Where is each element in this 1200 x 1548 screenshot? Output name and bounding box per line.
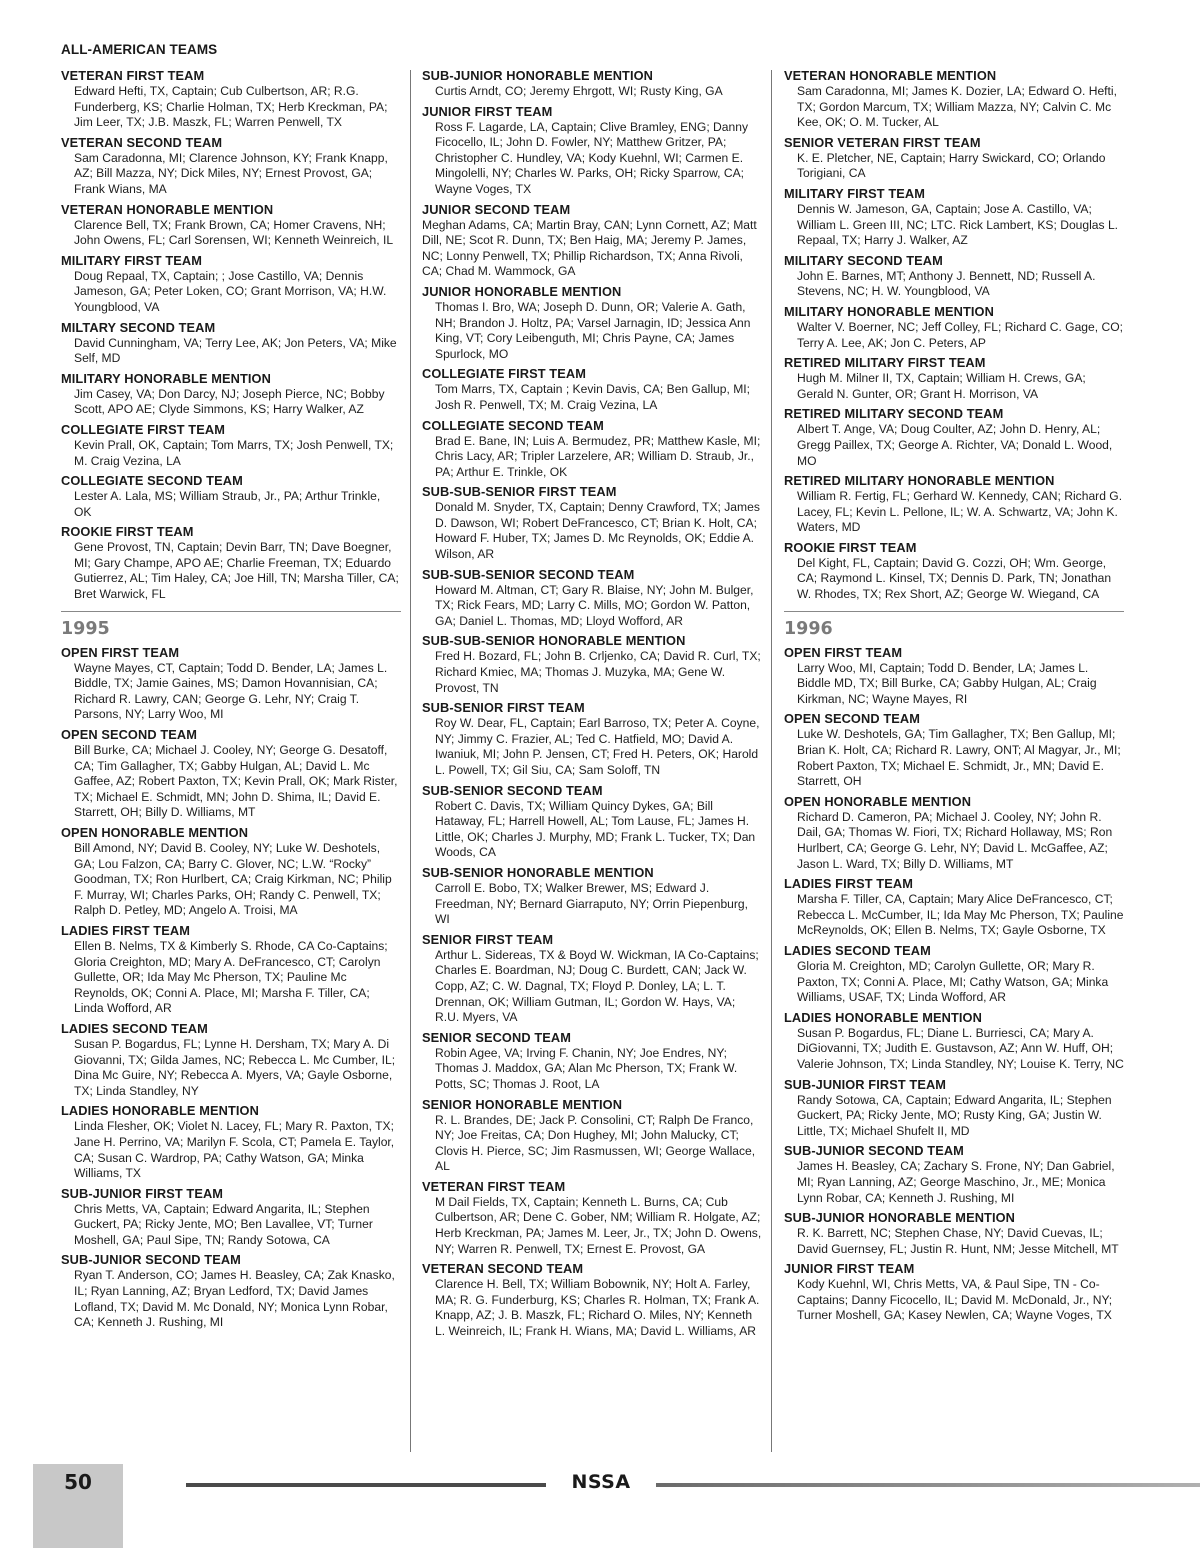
section-heading: RETIRED MILITARY FIRST TEAM bbox=[784, 355, 986, 371]
team-section bbox=[784, 540, 1124, 603]
section-heading: LADIES FIRST TEAM bbox=[784, 876, 913, 892]
team-section bbox=[784, 711, 1124, 789]
section-heading: SUB-SENIOR FIRST TEAM bbox=[422, 700, 585, 716]
section-heading: ROOKIE FIRST TEAM bbox=[61, 524, 194, 540]
section-members: Luke W. Deshotels, GA; Tim Gallagher, TX; Ben Gallup, MI; Brian K. Holt, CA; Richard R. Lawry, ONT; Al Magyar, Jr., MI; Robert Paxton, TX; Michael E. Schmidt, Jr., MN; David E. Starrett, OH bbox=[797, 727, 1121, 789]
section-members: M Dail Fields, TX, Captain; Kenneth L. Burns, CA; Cub Culbertson, AR; Dene C. Gober, NM; William R. Holgate, AZ; Herb Kreckman, PA; James M. Leer, Jr., TX; John D. Owens, NY; Warren R. Penwell, TX; Ernest E. Provost, GA bbox=[435, 1194, 762, 1256]
team-section bbox=[784, 1143, 1124, 1206]
section-heading: SUB-JUNIOR HONORABLE MENTION bbox=[784, 1210, 1016, 1226]
section-heading: LADIES FIRST TEAM bbox=[61, 922, 190, 938]
section-members: Brad E. Bane, IN; Luis A. Bermudez, PR; Matthew Kasle, MI; Chris Lacy, AR; Tripler Larzelere, AR; William D. Straub, Jr., PA; Arthur E. Trinkle, OK bbox=[435, 433, 761, 479]
section-list bbox=[61, 68, 401, 603]
column-divider bbox=[410, 70, 411, 1452]
team-section bbox=[61, 645, 401, 723]
section-heading: SUB-SENIOR HONORABLE MENTION bbox=[422, 864, 654, 880]
year-heading: 1995 bbox=[61, 618, 110, 639]
section-members: Howard M. Altman, CT; Gary R. Blaise, NY; John M. Bulger, TX; Rick Fears, MD; Larry C. Mills, MO; Gordon W. Patton, GA; Daniel L. Thomas, MD; Lloyd Wofford, AR bbox=[435, 582, 754, 628]
team-section bbox=[784, 135, 1124, 182]
team-section bbox=[784, 253, 1124, 300]
section-heading: LADIES HONORABLE MENTION bbox=[784, 1009, 982, 1025]
section-members: R. L. Brandes, DE; Jack P. Consolini, CT; Ralph De Franco, NY; Joe Freitas, CA; Don Hughey, MI; John Malucky, CT; Clovis H. Pierce, SC; Jim Rasmussen, WI; George Wallace, AL bbox=[435, 1112, 756, 1174]
section-heading: JUNIOR FIRST TEAM bbox=[784, 1261, 915, 1277]
section-heading: OPEN HONORABLE MENTION bbox=[784, 793, 972, 809]
section-heading: COLLEGIATE FIRST TEAM bbox=[422, 366, 586, 382]
section-members: Meghan Adams, CA; Martin Bray, CAN; Lynn Cornett, AZ; Matt Dill, NE; Scot R. Dunn, TX; Ben Haig, MA; Jeremy P. James, NC; Lonny Penwell, TX; Phillip Richardson, TX; Anna Rivoli, CA; Chad M. Wammock, GA bbox=[422, 217, 757, 279]
section-members: Richard D. Cameron, PA; Michael J. Cooley, NY; John R. Dail, GA; Thomas W. Fiori, TX; Richard Hollaway, MS; Ron Hurlbert, CA; George G. Lehr, NY; David L. McGaffee, AZ; Jason L. Ward, TX; Billy D. Williams, MT bbox=[797, 809, 1113, 871]
section-members: Kevin Prall, OK, Captain; Tom Marrs, TX; Josh Penwell, TX; M. Craig Vezina, LA bbox=[74, 437, 394, 468]
team-section bbox=[784, 304, 1124, 351]
footer-rule-left bbox=[186, 1483, 546, 1487]
team-section bbox=[784, 1077, 1124, 1140]
section-members: Ryan T. Anderson, CO; James H. Beasley, CA; Zak Knasko, IL; Ryan Lanning, AZ; Bryan Ledford, TX; David James Lofland, TX; David M. Mc Donald, NY; Monica Lynn Robar, CA; Kenneth J. Rushing, MI bbox=[74, 1268, 395, 1330]
section-members: John E. Barnes, MT; Anthony J. Bennett, ND; Russell A. Stevens, NC; H. W. Youngblood, VA bbox=[797, 268, 1096, 299]
team-section bbox=[422, 366, 762, 413]
section-heading: JUNIOR HONORABLE MENTION bbox=[422, 283, 622, 299]
section-members: Susan P. Bogardus, FL; Lynne H. Dersham, TX; Mary A. Di Giovanni, TX; Gilda James, NC; Rebecca L. Mc Cumber, IL; Dina Mc Guire, NY; Rebecca A. Myers, VA; Gayle Osborne, TX; Linda Standley, NY bbox=[74, 1036, 396, 1098]
section-members: Ellen B. Nelms, TX & Kimberly S. Rhode, CA Co-Captains; Gloria Creighton, MD; Mary A. DeFrancesco, CT; Carolyn Gullette, OR; Ida May Mc Pherson, TX; Pauline Mc Reynolds, OK; Conni A. Place, MI; Marsha F. Tiller, CA; Linda Wofford, AR bbox=[74, 938, 388, 1016]
section-members: Doug Repaal, TX, Captain; ; Jose Castillo, VA; Dennis Jameson, GA; Peter Loken, CO; Grant Morrison, VA; H.W. Youngblood, VA bbox=[74, 268, 387, 314]
section-heading: LADIES SECOND TEAM bbox=[784, 942, 931, 958]
team-section bbox=[61, 923, 401, 1017]
year-block-1995 bbox=[61, 611, 401, 1331]
section-heading: COLLEGIATE SECOND TEAM bbox=[61, 473, 243, 489]
section-heading: VETERAN SECOND TEAM bbox=[61, 134, 223, 150]
footer-rule-right bbox=[656, 1483, 1200, 1487]
section-members: Clarence Bell, TX; Frank Brown, CA; Homer Cravens, NH; John Owens, FL; Carl Sorensen, WI; Kenneth Weinreich, IL bbox=[74, 217, 394, 248]
section-heading: OPEN SECOND TEAM bbox=[784, 711, 920, 727]
team-section bbox=[422, 932, 762, 1026]
team-section bbox=[61, 371, 401, 418]
section-heading: JUNIOR FIRST TEAM bbox=[422, 103, 553, 119]
team-section bbox=[784, 794, 1124, 872]
section-heading: VETERAN FIRST TEAM bbox=[422, 1178, 566, 1194]
section-heading: SENIOR VETERAN FIRST TEAM bbox=[784, 134, 981, 150]
team-section bbox=[422, 633, 762, 696]
team-section bbox=[784, 355, 1124, 402]
team-section bbox=[61, 727, 401, 821]
team-section bbox=[422, 1097, 762, 1175]
section-members: Bill Burke, CA; Michael J. Cooley, NY; George G. Desatoff, CA; Tim Gallagher, TX; Gabby Hulgan, AL; David L. Mc Gaffee, AZ; Robert Paxton, TX; Kevin Prall, OK; Mark Rister, TX; Michael E. Schmidt, MN; John D. Shima, IL; David E. Starrett, OH; Billy D. Williams, MT bbox=[74, 743, 398, 820]
section-heading: VETERAN SECOND TEAM bbox=[422, 1261, 584, 1277]
team-section bbox=[61, 825, 401, 919]
section-members: Susan P. Bogardus, FL; Diane L. Burriesci, CA; Mary A. DiGiovanni, TX; Judith E. Gustavson, AZ; Ann W. Huff, OH; Valerie Johnson, TX; Linda Standley, NY; Louise K. Terry, NC bbox=[797, 1025, 1124, 1071]
section-members: Dennis W. Jameson, GA, Captain; Jose A. Castillo, VA; William L. Green III, NC; LTC. Rick Lambert, KS; Douglas L. Repaal, TX; Harry J. Walker, AZ bbox=[797, 201, 1119, 248]
page-number: 50 bbox=[64, 1470, 92, 1494]
section-members: William R. Fertig, FL; Gerhard W. Kennedy, CAN; Richard G. Lacey, FL; Kevin L. Pellone, IL; W. A. Schwartz, VA; John K. Waters, MD bbox=[797, 489, 1123, 535]
section-members: Arthur L. Sidereas, TX & Boyd W. Wickman, IA Co-Captains; Charles E. Boardman, NJ; Doug C. Burdett, CAN; Jack W. Copp, AZ; C. W. Dagnal, TX; Floyd P. Donley, LA; L. T. Drennan, OK; William Gutman, IL; Gordon W. Hays, VA; R.U. Myers, VA bbox=[435, 947, 759, 1025]
team-section bbox=[422, 284, 762, 362]
team-section bbox=[422, 484, 762, 562]
team-section bbox=[61, 473, 401, 520]
section-members: Roy W. Dear, FL, Captain; Earl Barroso, TX; Peter A. Coyne, NY; Jimmy C. Frazier, AL; Ted C. Hatfield, MO; David A. Iwaniuk, MI; John P. Jensen, CT; Fred H. Peters, OK; Harold L. Powell, TX; Gil Siu, CA; Sam Soloff, TN bbox=[435, 716, 760, 777]
section-members: Bill Amond, NY; David B. Cooley, NY; Luke W. Deshotels, GA; Lou Falzon, CA; Barry C. Glover, NC; L.W. “Rocky” Goodman, TX; Ron Hurlbert, CA; Craig Kirkman, NC; Philip F. Murray, WI; Charles Parks, OH; Randy C. Penwell, TX; Ralph D. Petley, MD; Angelo A. Troisi, MA bbox=[74, 841, 392, 918]
team-section bbox=[61, 422, 401, 469]
section-members: James H. Beasley, CA; Zachary S. Frone, NY; Dan Gabriel, MI; Ryan Lanning, AZ; George Maschino, Jr., ME; Monica Lynn Robar, CA; Kenneth J. Rushing, MI bbox=[797, 1159, 1115, 1205]
section-heading: SENIOR SECOND TEAM bbox=[422, 1029, 571, 1045]
section-members: Gloria M. Creighton, MD; Carolyn Gullette, OR; Mary R. Paxton, TX; Conni A. Place, MI; Cathy Watson, GA; Minka Williams, USAF, TX; Linda Wofford, AR bbox=[797, 958, 1109, 1005]
section-heading: LADIES HONORABLE MENTION bbox=[61, 1103, 259, 1119]
year-section-list bbox=[61, 645, 401, 1331]
section-members: R. K. Barrett, NC; Stephen Chase, NY; David Cuevas, IL; David Guernsey, FL; Justin R. Hunt, NM; Jesse Mitchell, MT bbox=[797, 1226, 1119, 1256]
team-section bbox=[422, 202, 762, 280]
section-heading: OPEN SECOND TEAM bbox=[61, 727, 197, 743]
year-block-1996 bbox=[784, 611, 1124, 1324]
team-section bbox=[422, 68, 762, 100]
section-members: Sam Caradonna, MI; James K. Dozier, LA; Edward O. Hefti, TX; Gordon Marcum, TX; William Mazza, NY; Calvin C. Mc Kee, OK; O. M. Tucker, AL bbox=[797, 84, 1117, 130]
section-list bbox=[422, 68, 762, 1340]
team-section bbox=[784, 473, 1124, 536]
section-members: Albert T. Ange, VA; Doug Coulter, AZ; John D. Henry, AL; Gregg Paillex, TX; George A. Richter, VA; Donald L. Wood, MO bbox=[797, 422, 1113, 468]
section-members: Wayne Mayes, CT, Captain; Todd D. Bender, LA; James L. Biddle, TX; Jamie Gaines, MS; Damon Hovannisian, CA; Richard R. Lawry, CAN; George G. Lehr, NY; Craig T. Parsons, NY; Larry Woo, MI bbox=[74, 660, 388, 722]
section-members: Sam Caradonna, MI; Clarence Johnson, KY; Frank Knapp, AZ; Bill Mazza, NY; Dick Miles, NY; Ernest Provost, GA; Frank Wians, MA bbox=[74, 150, 388, 196]
section-members: Donald M. Snyder, TX, Captain; Denny Crawford, TX; James D. Dawson, WI; Robert DeFrancesco, CT; Brian K. Holt, CA; Howard F. Huber, TX; James D. Mc Reynolds, OK; Eddie A. Wilson, AR bbox=[435, 500, 760, 562]
team-section bbox=[61, 1186, 401, 1249]
section-heading: COLLEGIATE FIRST TEAM bbox=[61, 421, 225, 437]
section-members: Carroll E. Bobo, TX; Walker Brewer, MS; Edward J. Freedman, NY; Bernard Giarraputo, NY; Orrin Piepenburg, WI bbox=[435, 880, 749, 927]
column-divider bbox=[771, 70, 772, 1452]
section-heading: SUB-SENIOR SECOND TEAM bbox=[422, 782, 603, 798]
section-heading: RETIRED MILITARY SECOND TEAM bbox=[784, 406, 1004, 422]
team-section bbox=[61, 202, 401, 249]
section-heading: SUB-JUNIOR FIRST TEAM bbox=[784, 1076, 947, 1092]
section-heading: SUB-JUNIOR SECOND TEAM bbox=[784, 1143, 964, 1159]
team-section bbox=[784, 406, 1124, 469]
section-members: Ross F. Lagarde, LA, Captain; Clive Bramley, ENG; Danny Ficocello, IL; John D. Fowler, NY; Matthew Gritzer, PA; Christopher C. Hundley, VA; Kody Kuehnl, WI; Carmen E. Mingolelli, NY; Charles W. Parks, OH; Ricky Sparrow, CA; Wayne Voges, TX bbox=[435, 119, 749, 196]
team-section bbox=[784, 876, 1124, 939]
footer-brand: NSSA bbox=[571, 1471, 631, 1493]
section-members: Clarence H. Bell, TX; William Bobownik, NY; Holt A. Farley, MA; R. G. Funderburg, KS; Charles R. Holman, TX; Frank A. Knapp, AZ; J. B. Maszk, FL; Richard O. Miles, NY; Kenneth L. Weinreich, IL; Frank H. Wians, MA; David L. Williams, AR bbox=[435, 1277, 760, 1339]
section-heading: MILITARY HONORABLE MENTION bbox=[61, 370, 271, 386]
section-heading: MILITARY FIRST TEAM bbox=[784, 185, 925, 201]
section-members: Thomas I. Bro, WA; Joseph D. Dunn, OR; Valerie A. Gath, NH; Brandon J. Holtz, PA; Varsel Jarnagin, ID; Jessica Ann King, VT; Cory Leibenguth, MI; Chris Payne, CA; James Spurlock, MO bbox=[435, 299, 751, 361]
section-heading: MILTARY SECOND TEAM bbox=[61, 319, 216, 335]
section-heading: MILITARY SECOND TEAM bbox=[784, 252, 943, 268]
section-members: Gene Provost, TN, Captain; Devin Barr, TN; Dave Boegner, MI; Gary Champe, APO AE; Charlie Freeman, TX; Eduardo Gutierrez, AL; Tim Haley, CA; Joe Hill, TN; Marsha Tiller, CA; Bret Warwick, FL bbox=[74, 540, 399, 602]
team-section bbox=[61, 524, 401, 602]
team-section bbox=[784, 68, 1124, 131]
team-section bbox=[422, 1030, 762, 1093]
section-heading: SUB-JUNIOR SECOND TEAM bbox=[61, 1252, 241, 1268]
year-section-list bbox=[784, 645, 1124, 1324]
section-members: Jim Casey, VA; Don Darcy, NJ; Joseph Pierce, NC; Bobby Scott, APO AE; Clyde Simmons, KS; Harry Walker, AZ bbox=[74, 386, 385, 417]
section-members: Kody Kuehnl, WI, Chris Metts, VA, & Paul Sipe, TN - Co-Captains; Danny Ficocello, IL; David M. McDonald, Jr., NY; Turner Moshell, GA; Kasey Newlen, CA; Wayne Voges, TX bbox=[797, 1277, 1113, 1323]
section-members: Walter V. Boerner, NC; Jeff Colley, FL; Richard C. Gage, CO; Terry A. Lee, AK; Jon C. Peters, AP bbox=[797, 319, 1123, 350]
team-section bbox=[61, 253, 401, 316]
section-heading: COLLEGIATE SECOND TEAM bbox=[422, 417, 604, 433]
section-heading: MILITARY HONORABLE MENTION bbox=[784, 303, 994, 319]
section-members: Linda Flesher, OK; Violet N. Lacey, FL; Mary R. Paxton, TX; Jane H. Perrino, VA; Marilyn F. Scola, CT; Pamela E. Taylor, CA; Susan C. Wardrop, PA; Cathy Watson, GA; Minka Williams, TX bbox=[74, 1119, 395, 1181]
section-heading: RETIRED MILITARY HONORABLE MENTION bbox=[784, 473, 1055, 489]
team-section bbox=[61, 1021, 401, 1099]
team-section bbox=[784, 1261, 1124, 1324]
team-section bbox=[422, 783, 762, 861]
section-list bbox=[784, 68, 1124, 603]
year-heading: 1996 bbox=[784, 618, 833, 639]
team-section bbox=[784, 645, 1124, 708]
section-members: Edward Hefti, TX, Captain; Cub Culbertson, AR; R.G. Funderberg, KS; Charlie Holman, TX; Herb Kreckman, PA; Jim Leer, TX; J.B. Maszk, FL; Warren Penwell, TX bbox=[74, 84, 388, 130]
section-heading: SUB-JUNIOR FIRST TEAM bbox=[61, 1185, 224, 1201]
section-members: Robin Agee, VA; Irving F. Chanin, NY; Joe Endres, NY; Thomas J. Maddox, GA; Alan Mc Pherson, TX; Frank W. Potts, SC; Thomas J. Root, LA bbox=[435, 1045, 738, 1091]
team-section bbox=[422, 865, 762, 928]
section-heading: OPEN FIRST TEAM bbox=[61, 644, 180, 660]
page-title: ALL-AMERICAN TEAMS bbox=[61, 42, 218, 57]
section-members: Larry Woo, MI, Captain; Todd D. Bender, LA; James L. Biddle MD, TX; Bill Burke, CA; Gabby Hulgan, AL; Craig Kirkman, NC; Wayne Mayes, RI bbox=[797, 660, 1097, 706]
section-heading: SENIOR HONORABLE MENTION bbox=[422, 1096, 623, 1112]
team-section bbox=[61, 320, 401, 367]
section-members: Marsha F. Tiller, CA, Captain; Mary Alice DeFrancesco, CT; Rebecca L. McCumber, IL; Ida May Mc Pherson, TX; Pauline McReynolds, OK; Ellen B. Nelms, TX; Gayle Osborne, TX bbox=[797, 892, 1124, 938]
team-section bbox=[784, 1210, 1124, 1257]
team-section bbox=[784, 943, 1124, 1006]
team-section bbox=[422, 104, 762, 198]
section-members: K. E. Pletcher, NE, Captain; Harry Swickard, CO; Orlando Torigiani, CA bbox=[797, 150, 1106, 181]
team-section bbox=[422, 700, 762, 778]
section-heading: LADIES SECOND TEAM bbox=[61, 1020, 208, 1036]
section-members: Del Kight, FL, Captain; David G. Cozzi, OH; Wm. George, CA; Raymond L. Kinsel, TX; Dennis D. Park, TN; Jonathan W. Rhodes, TX; Rex Short, AZ; George W. Wiegand, CA bbox=[797, 555, 1112, 602]
section-heading: VETERAN HONORABLE MENTION bbox=[61, 201, 274, 217]
section-members: Tom Marrs, TX, Captain ; Kevin Davis, CA; Ben Gallup, MI; Josh R. Penwell, TX; M. Craig Vezina, LA bbox=[435, 382, 750, 412]
section-heading: MILITARY FIRST TEAM bbox=[61, 252, 202, 268]
column-2 bbox=[422, 68, 762, 1344]
section-heading: SUB-SUB-SENIOR FIRST TEAM bbox=[422, 484, 617, 500]
section-heading: SENIOR FIRST TEAM bbox=[422, 931, 554, 947]
section-heading: SUB-SUB-SENIOR SECOND TEAM bbox=[422, 566, 635, 582]
section-heading: VETERAN FIRST TEAM bbox=[61, 68, 205, 83]
section-members: Robert C. Davis, TX; William Quincy Dykes, GA; Bill Hataway, FL; Harrell Howell, AL; Tom Lause, FL; James H. Little, OK; Charles J. Murphy, MD; Frank L. Tucker, TX; Dan Woods, CA bbox=[435, 798, 756, 860]
team-section bbox=[784, 186, 1124, 249]
team-section bbox=[61, 1103, 401, 1181]
team-section bbox=[422, 418, 762, 481]
section-heading: OPEN FIRST TEAM bbox=[784, 644, 903, 660]
team-section bbox=[422, 1179, 762, 1257]
column-1 bbox=[61, 68, 401, 1335]
section-members: David Cunningham, VA; Terry Lee, AK; Jon Peters, VA; Mike Self, MD bbox=[74, 335, 397, 366]
section-members: Fred H. Bozard, FL; John B. Crljenko, CA; David R. Curl, TX; Richard Kmiec, MA; Thomas J. Muzyka, MA; Gene W. Provost, TN bbox=[435, 649, 761, 695]
team-section bbox=[61, 1252, 401, 1330]
column-3 bbox=[784, 68, 1124, 1328]
section-members: Hugh M. Milner II, TX, Captain; William H. Crews, GA; Gerald N. Gunter, OR; Grant H. Morrison, VA bbox=[797, 371, 1086, 401]
section-heading: ROOKIE FIRST TEAM bbox=[784, 539, 917, 555]
section-heading: SUB-SUB-SENIOR HONORABLE MENTION bbox=[422, 633, 686, 649]
section-members: Chris Metts, VA, Captain; Edward Angarita, IL; Stephen Guckert, PA; Ricky Jente, MO; Ben Lavallee, VT; Turner Moshell, GA; Paul Sipe, TN; Randy Sotowa, CA bbox=[74, 1201, 373, 1247]
section-members: Curtis Arndt, CO; Jeremy Ehrgott, WI; Rusty King, GA bbox=[435, 84, 723, 98]
team-section bbox=[784, 1010, 1124, 1073]
team-section bbox=[422, 567, 762, 630]
section-members: Lester A. Lala, MS; William Straub, Jr., PA; Arthur Trinkle, OK bbox=[74, 489, 381, 519]
section-heading: VETERAN HONORABLE MENTION bbox=[784, 68, 997, 83]
section-members: Randy Sotowa, CA, Captain; Edward Angarita, IL; Stephen Guckert, PA; Ricky Jente, MO; Rusty King, GA; Justin W. Little, TX; Michael Shufelt II, MD bbox=[797, 1092, 1112, 1138]
team-section bbox=[61, 68, 401, 131]
section-heading: OPEN HONORABLE MENTION bbox=[61, 825, 249, 840]
team-section bbox=[422, 1261, 762, 1339]
team-section bbox=[61, 135, 401, 198]
section-heading: SUB-JUNIOR HONORABLE MENTION bbox=[422, 68, 654, 83]
section-heading: JUNIOR SECOND TEAM bbox=[422, 201, 571, 217]
